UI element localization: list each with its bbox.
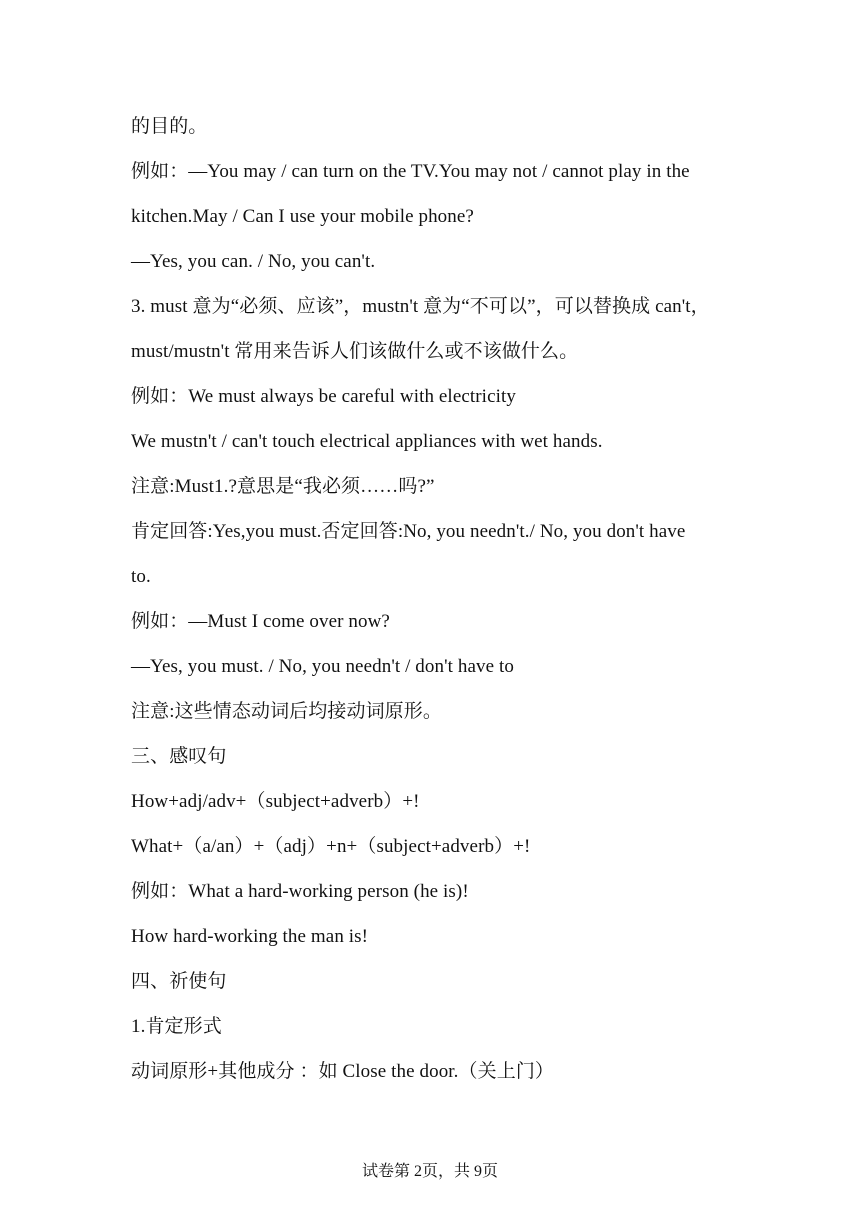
text-line: must/mustn't 常用来告诉人们该做什么或不该做什么。 xyxy=(131,341,579,362)
text-line: to. xyxy=(131,566,151,587)
text-line: 注意:Must1.?意思是“我必须……吗?” xyxy=(131,476,435,497)
section-heading: 三、感叹句 xyxy=(131,746,227,767)
text-line: How+adj/adv+（subject+adverb）+! xyxy=(131,791,420,812)
text-line: 例如：—Must I come over now? xyxy=(131,611,390,632)
text-line: —Yes, you must. / No, you needn't / don't have to xyxy=(131,656,514,677)
text-line: 肯定回答:Yes,you must.否定回答:No, you needn't./ No, you don't have xyxy=(131,521,686,542)
text-line: 动词原形+其他成分 ：如 Close the door.（关上门） xyxy=(131,1061,555,1082)
text-line: 的目的。 xyxy=(131,116,208,137)
section-heading: 四、祈使句 xyxy=(131,971,227,992)
text-line: 3. must 意为“必须、应该”，mustn't 意为“不可以”，可以替换成 can't， xyxy=(131,296,710,317)
text-line: —Yes, you can. / No, you can't. xyxy=(131,251,376,272)
text-line: kitchen.May / Can I use your mobile phone? xyxy=(131,206,474,227)
text-line: We mustn't / can't touch electrical appliances with wet hands. xyxy=(131,431,603,452)
text-line: 例如：We must always be careful with electricity xyxy=(131,386,516,407)
text-line: 注意:这些情态动词后均接动词原形。 xyxy=(131,701,442,722)
text-line: How hard-working the man is! xyxy=(131,926,369,947)
text-line: 例如：—You may / can turn on the TV.You may not / cannot play in the xyxy=(131,161,690,182)
text-line: 1.肯定形式 xyxy=(131,1016,222,1037)
text-line: What+（a/an）+（adj）+n+（subject+adverb）+! xyxy=(131,836,531,857)
text-line: 例如：What a hard-working person (he is)! xyxy=(131,881,469,902)
page-footer: 试卷第 2页，共 9页 xyxy=(361,1163,498,1180)
